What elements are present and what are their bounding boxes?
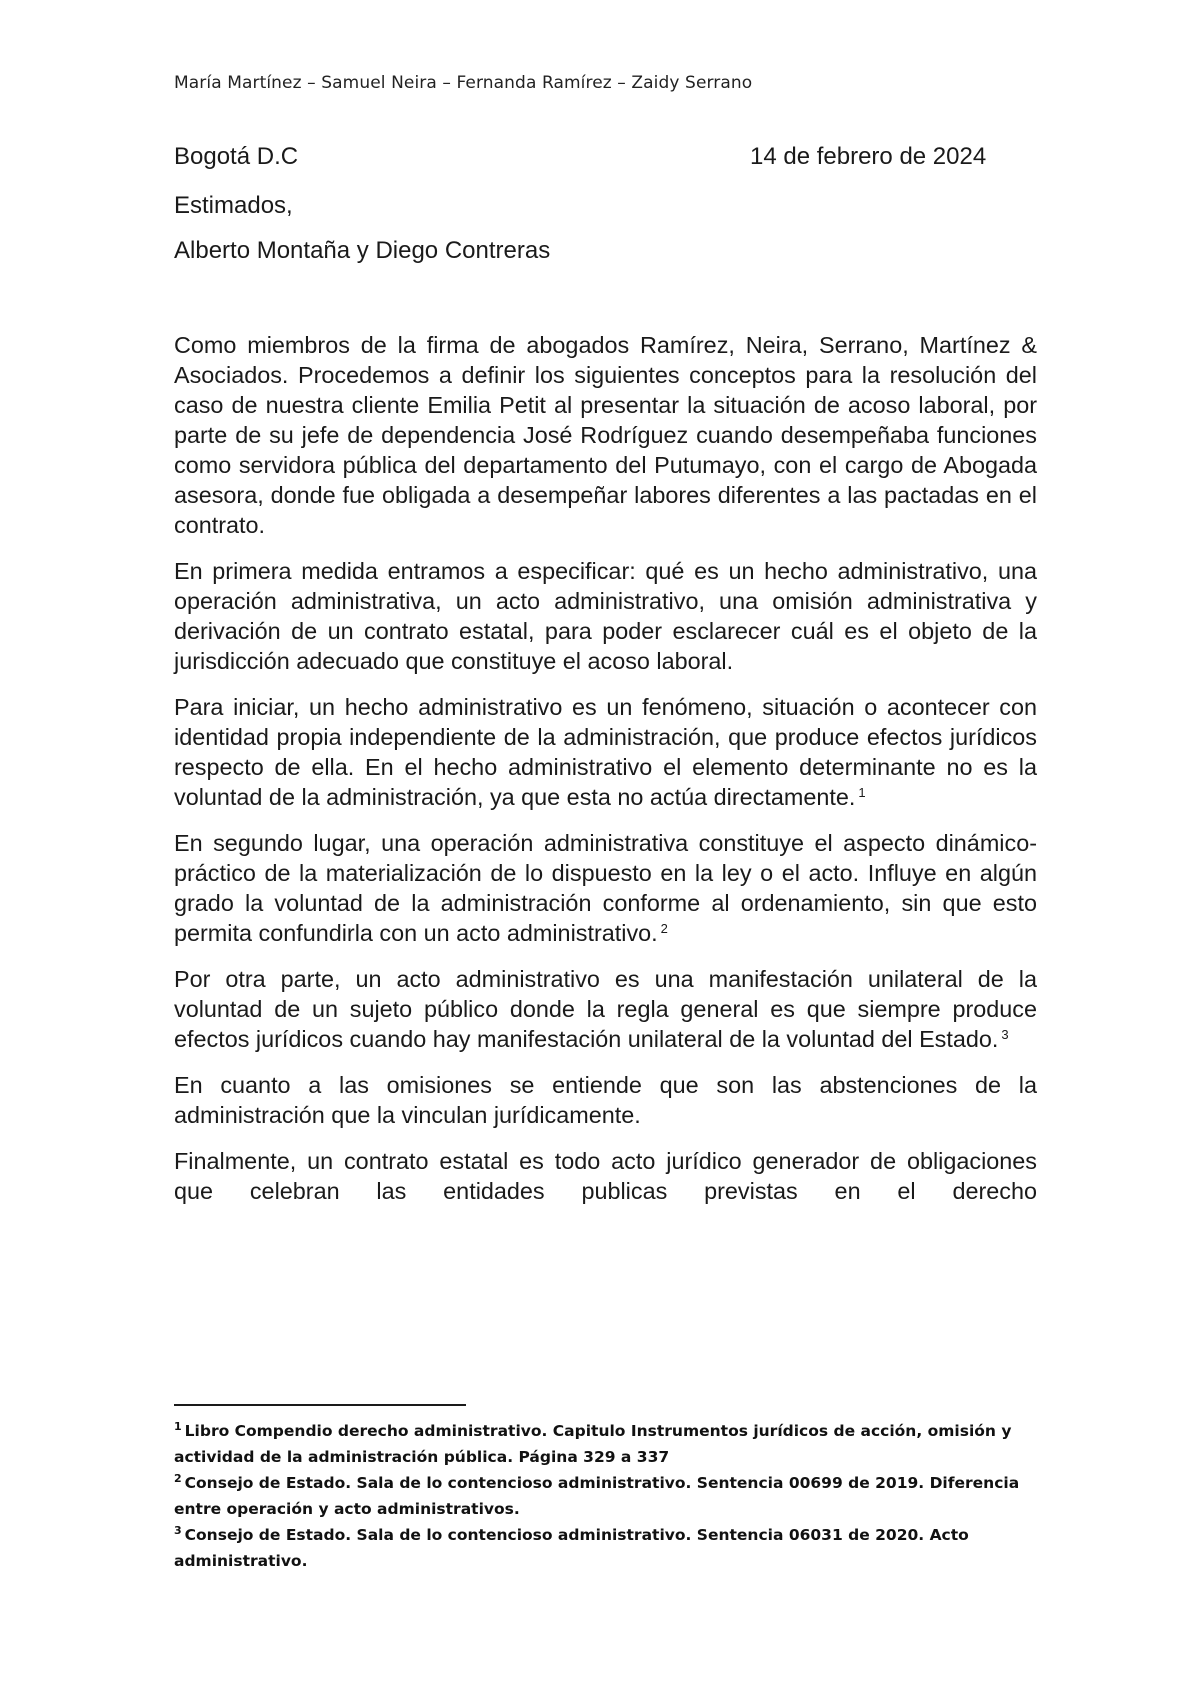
body-paragraph (174, 828, 1037, 948)
footnote-text: Consejo de Estado. Sala de lo contencioso administrativo. Sentencia 00699 de 2019. Diferencia entre operación y acto administrativos. (174, 1474, 1020, 1518)
letter-body (174, 330, 1037, 1222)
paragraph-text: En primera medida entramos a especificar: qué es un hecho administrativo, una operación administrativa, un acto administrativo, una omisión administrativa y derivación de un contrato estatal, para poder esclarecer cuál es el objeto de la jurisdicción adecuado que constituye el acoso laboral. (174, 558, 1037, 674)
paragraph-text: Por otra parte, un acto administrativo es una manifestación unilateral de la voluntad de un sujeto público donde la regla general es que siempre produce efectos jurídicos cuando hay manifestación unilateral de la voluntad del Estado. (174, 966, 1037, 1052)
paragraph-text: Para iniciar, un hecho administrativo es un fenómeno, situación o acontecer con identidad propia independiente de la administración, que produce efectos jurídicos respecto de ella. En el hecho administrativo el elemento determinante no es la voluntad de la administración, ya que esta no actúa directamente. (174, 694, 1037, 810)
letter-place: Bogotá D.C (174, 143, 299, 170)
footnote-text: Consejo de Estado. Sala de lo contencioso administrativo. Sentencia 06031 de 2020. Acto administrativo. (174, 1526, 969, 1570)
footnote-number: 2 (174, 1472, 182, 1485)
body-paragraph (174, 964, 1037, 1054)
body-paragraph (174, 330, 1037, 540)
paragraph-text: En cuanto a las omisiones se entiende que son las abstenciones de la administración que la vinculan jurídicamente. (174, 1072, 1037, 1128)
footnote-text: Libro Compendio derecho administrativo. Capitulo Instrumentos jurídicos de acción, omisión y actividad de la administración pública. Página 329 a 337 (174, 1422, 1012, 1466)
body-paragraph (174, 1146, 1037, 1206)
footnote (174, 1522, 1024, 1574)
footnote-number: 3 (174, 1524, 182, 1537)
footnotes-section (174, 1418, 1024, 1574)
paragraph-text: Finalmente, un contrato estatal es todo acto jurídico generador de obligaciones que celebran las entidades publicas previstas en el derecho (174, 1148, 1037, 1204)
footnote-separator (174, 1404, 466, 1406)
letter-greeting: Estimados, (174, 192, 293, 219)
footnote-reference[interactable]: 3 (1001, 1027, 1009, 1042)
body-paragraph (174, 692, 1037, 812)
footnote-number: 1 (174, 1420, 182, 1433)
page-header-authors: María Martínez – Samuel Neira – Fernanda Ramírez – Zaidy Serrano (174, 73, 753, 93)
paragraph-text: Como miembros de la firma de abogados Ramírez, Neira, Serrano, Martínez & Asociados. Procedemos a definir los siguientes conceptos para la resolución del caso de nuestra cliente Emilia Petit al presentar la situación de acoso laboral, por parte de su jefe de dependencia José Rodríguez cuando desempeñaba funciones como servidora pública del departamento del Putumayo, con el cargo de Abogada asesora, donde fue obligada a desempeñar labores diferentes a las pactadas en el contrato. (174, 332, 1037, 538)
footnote-reference[interactable]: 1 (858, 785, 866, 800)
body-paragraph (174, 556, 1037, 676)
letter-date: 14 de febrero de 2024 (750, 143, 987, 170)
letter-recipients: Alberto Montaña y Diego Contreras (174, 237, 551, 264)
body-paragraph (174, 1070, 1037, 1130)
footnote (174, 1470, 1024, 1522)
paragraph-text: En segundo lugar, una operación administrativa constituye el aspecto dinámico-práctico de la materialización de lo dispuesto en la ley o el acto. Influye en algún grado la voluntad de la administración conforme al ordenamiento, sin que esto permita confundirla con un acto administrativo. (174, 830, 1037, 946)
footnote (174, 1418, 1024, 1470)
footnote-reference[interactable]: 2 (660, 921, 668, 936)
